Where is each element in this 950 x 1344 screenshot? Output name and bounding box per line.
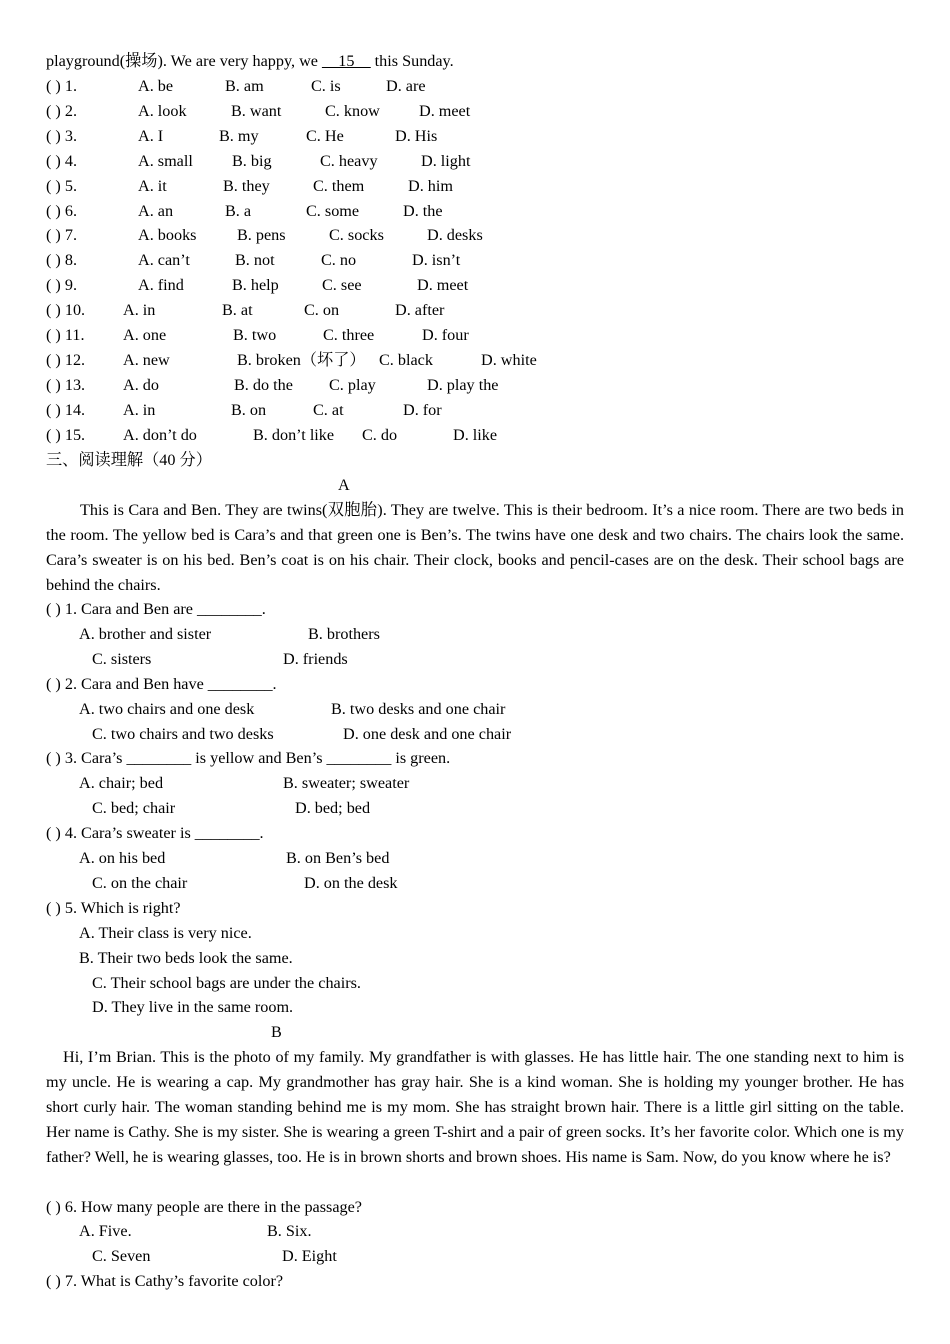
qa3-stem: ( ) 3. Cara’s ________ is yellow and Ben’s ________ is green. — [46, 749, 451, 767]
qa4-option-b: B. on Ben’s bed — [286, 849, 390, 867]
option-d: D. white — [481, 350, 537, 369]
option-b: B. two — [233, 326, 277, 344]
cloze-question — [46, 199, 646, 224]
cloze-question — [46, 223, 646, 248]
qb6-stem: ( ) 6. How many people are there in the passage? — [46, 1198, 362, 1216]
option-d: D. for — [403, 400, 442, 419]
qa3-option-c: C. bed; chair — [92, 799, 176, 817]
option-a: A. I — [138, 126, 164, 145]
option-c: C. some — [306, 201, 360, 220]
passage-a-label: A — [338, 476, 350, 494]
cloze-question — [46, 74, 646, 99]
qa1-option-a: A. brother and sister — [79, 625, 212, 643]
question-number: ( ) 5. — [46, 176, 78, 195]
qa2-option-b: B. two desks and one chair — [331, 700, 506, 718]
option-b: B. am — [225, 77, 264, 95]
cloze-question — [46, 348, 646, 373]
section-title: 三、阅读理解（40 分） — [46, 451, 212, 469]
intro-line — [46, 49, 454, 74]
option-a: A. one — [123, 326, 167, 344]
cloze-question — [46, 124, 646, 149]
option-b: B. they — [223, 176, 270, 195]
option-d: D. four — [422, 326, 469, 344]
option-d: D. play the — [427, 375, 499, 394]
option-b: B. help — [232, 276, 279, 295]
cloze-question — [46, 423, 646, 448]
option-c: C. play — [329, 375, 376, 394]
option-d: D. light — [421, 151, 471, 170]
question-number: ( ) 7. — [46, 226, 78, 245]
option-a: A. small — [138, 151, 193, 170]
qa1-stem: ( ) 1. Cara and Ben are ________. — [46, 600, 266, 618]
option-d: D. like — [453, 425, 498, 444]
option-c: C. on — [304, 301, 340, 320]
option-c: C. no — [321, 251, 357, 270]
qa1-option-b: B. brothers — [308, 625, 380, 643]
option-b: B. broken（坏了） — [237, 350, 366, 369]
qa4-stem: ( ) 4. Cara’s sweater is ________. — [46, 824, 264, 842]
qa5-option-a: A. Their class is very nice. — [79, 924, 252, 942]
qa1-option-c: C. sisters — [92, 650, 152, 668]
intro-after: this Sunday. — [370, 52, 454, 70]
qa3-option-d: D. bed; bed — [295, 799, 371, 817]
question-number: ( ) 11. — [46, 326, 85, 344]
question-number: ( ) 13. — [46, 375, 86, 394]
qb7-stem: ( ) 7. What is Cathy’s favorite color? — [46, 1272, 284, 1290]
option-b: B. do the — [234, 375, 293, 394]
passage-b-label: B — [271, 1023, 282, 1041]
blank-15: __15__ — [322, 52, 371, 70]
cloze-question — [46, 273, 646, 298]
option-c: C. black — [379, 350, 433, 369]
option-a: A. can’t — [138, 251, 190, 270]
option-c: C. at — [313, 400, 344, 419]
option-d: D. desks — [427, 226, 483, 245]
qa3-option-a: A. chair; bed — [79, 774, 164, 792]
qb6-option-c: C. Seven — [92, 1247, 151, 1265]
option-b: B. don’t like — [253, 425, 335, 444]
option-c: C. socks — [329, 226, 384, 245]
qb6-option-a: A. Five. — [79, 1222, 132, 1240]
cloze-question — [46, 298, 646, 323]
option-d: D. isn’t — [412, 251, 461, 270]
option-a: A. in — [123, 400, 156, 419]
option-c: C. know — [325, 101, 380, 120]
option-d: D. meet — [419, 101, 471, 120]
option-b: B. want — [231, 101, 282, 120]
question-number: ( ) 3. — [46, 126, 78, 145]
option-a: A. books — [138, 226, 197, 245]
option-d: D. after — [395, 301, 445, 320]
qa2-option-c: C. two chairs and two desks — [92, 725, 274, 743]
option-d: D. him — [408, 176, 453, 195]
option-a: A. do — [123, 375, 159, 394]
qa2-option-a: A. two chairs and one desk — [79, 700, 255, 718]
option-b: B. at — [222, 301, 253, 320]
option-a: A. new — [123, 350, 170, 369]
option-d: D. are — [386, 77, 426, 95]
qa5-stem: ( ) 5. Which is right? — [46, 899, 181, 917]
cloze-question — [46, 149, 646, 174]
cloze-question — [46, 99, 646, 124]
option-b: B. a — [225, 201, 252, 220]
option-c: C. heavy — [320, 151, 378, 170]
option-b: B. big — [232, 151, 272, 170]
option-a: A. look — [138, 101, 187, 120]
qa4-option-a: A. on his bed — [79, 849, 166, 867]
cloze-question — [46, 248, 646, 273]
option-a: A. don’t do — [123, 425, 197, 444]
passage-b-text: Hi, I’m Brian. This is the photo of my family. My grandfather is with glasses. He has little hair. The one standing next to him is my uncle. He is wearing a cap. My grandmother has gray hair. She is a kind woman. She is holding my younger brother. He has short curly hair. The woman standing behind me is my mom. She has straight brown hair. There is a little girl sitting on the table. Her name is Cathy. She is my sister. She is wearing a green T-shirt and a pair of green socks. It’s her favorite color. Which one is my father? Well, he is wearing glasses, too. He is in brown shorts and brown shoes. His name is Sam. Now, do you know where he is? — [46, 1048, 904, 1166]
option-a: A. find — [138, 276, 184, 295]
option-c: C. is — [311, 77, 341, 95]
option-a: A. be — [138, 77, 174, 95]
question-number: ( ) 15. — [46, 425, 86, 444]
qa4-option-d: D. on the desk — [304, 874, 398, 892]
passage-a-text: This is Cara and Ben. They are twins(双胞胎). They are twelve. This is their bedroom. It’s a nice room. There are two beds in the room. The yellow bed is Cara’s and that green one is Ben’s. The twins have one desk and two chairs. The chairs look the same. Cara’s sweater is on his bed. Ben’s coat is on his chair. Their clock, books and pencil-cases are on the desk. Their school bags are behind the chairs. — [46, 501, 904, 594]
qa5-option-b: B. Their two beds look the same. — [79, 949, 293, 967]
option-b: B. not — [235, 251, 275, 270]
question-number: ( ) 14. — [46, 400, 86, 419]
cloze-question — [46, 373, 646, 398]
option-a: A. it — [138, 176, 167, 195]
qb6-option-d: D. Eight — [282, 1247, 337, 1265]
question-number: ( ) 2. — [46, 101, 78, 120]
option-a: A. an — [138, 201, 174, 220]
option-c: C. three — [323, 326, 375, 344]
qa3-option-b: B. sweater; sweater — [283, 774, 410, 792]
option-c: C. He — [306, 126, 344, 145]
qa4-option-c: C. on the chair — [92, 874, 188, 892]
question-number: ( ) 8. — [46, 251, 78, 270]
qa2-option-d: D. one desk and one chair — [343, 725, 512, 743]
question-number: ( ) 10. — [46, 301, 86, 320]
option-a: A. in — [123, 301, 156, 320]
intro-before: playground(操场). We are very happy, we — [46, 52, 323, 70]
question-number: ( ) 1. — [46, 77, 78, 95]
option-d: D. His — [395, 126, 438, 145]
qa5-option-c: C. Their school bags are under the chairs. — [92, 974, 361, 992]
cloze-question — [46, 174, 646, 199]
question-number: ( ) 9. — [46, 276, 78, 295]
question-number: ( ) 6. — [46, 201, 78, 220]
question-number: ( ) 12. — [46, 350, 86, 369]
qb6-option-b: B. Six. — [267, 1222, 312, 1240]
option-c: C. do — [362, 425, 398, 444]
option-c: C. them — [313, 176, 365, 195]
cloze-question — [46, 323, 646, 348]
option-b: B. my — [219, 126, 259, 145]
option-c: C. see — [322, 276, 362, 295]
question-number: ( ) 4. — [46, 151, 78, 170]
option-b: B. pens — [237, 226, 286, 245]
option-d: D. the — [403, 201, 443, 220]
qa5-option-d: D. They live in the same room. — [92, 998, 294, 1016]
option-b: B. on — [231, 400, 267, 419]
option-d: D. meet — [417, 276, 469, 295]
cloze-question — [46, 398, 646, 423]
qa1-option-d: D. friends — [283, 650, 348, 668]
qa2-stem: ( ) 2. Cara and Ben have ________. — [46, 675, 277, 693]
